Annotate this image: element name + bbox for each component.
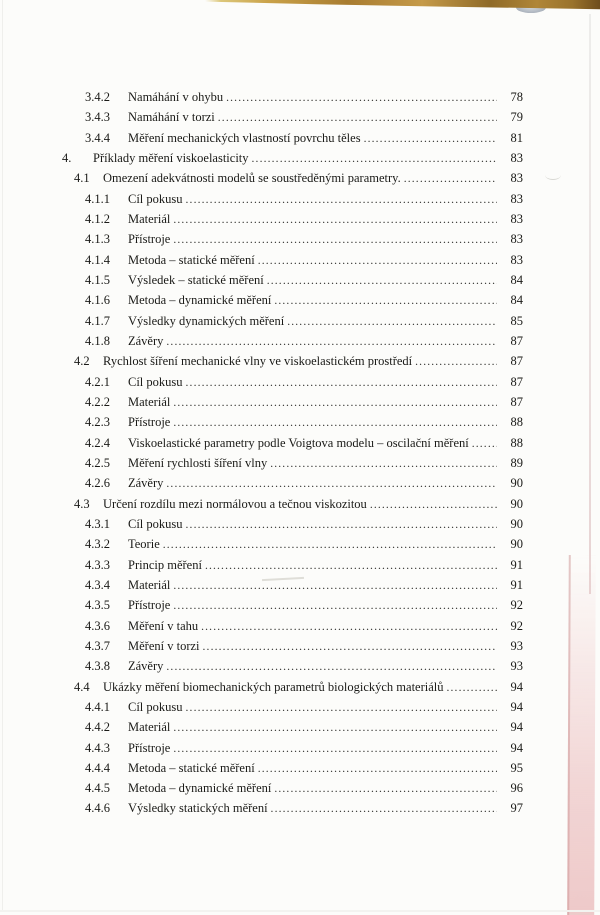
scan-artifact-arc <box>545 170 561 180</box>
toc-entry <box>60 697 523 717</box>
toc-entry-page: 94 <box>510 679 523 694</box>
toc-entry-number: 4.3.6 <box>85 618 110 633</box>
toc-entry-title: Cíl pokusu <box>128 516 183 531</box>
toc-entry-page: 96 <box>510 781 523 796</box>
toc-entry-title: Materiál <box>128 211 171 226</box>
toc-entry-page: 83 <box>510 171 523 186</box>
toc-entry-title: Ukázky měření biomechanických parametrů biologických materiálů <box>103 679 444 694</box>
toc-entry-title: Materiál <box>128 394 171 409</box>
toc-entry <box>60 270 523 290</box>
toc-entry-number: 4.1.6 <box>85 293 110 308</box>
toc-entry-title: Výsledky dynamických měření <box>128 313 285 328</box>
toc-entry-page: 90 <box>510 496 523 511</box>
toc-entry-number: 4.4.4 <box>85 760 110 775</box>
toc-entry <box>60 148 523 168</box>
dot-leader <box>173 576 497 596</box>
toc-entry-title: Cíl pokusu <box>128 374 183 389</box>
toc-entry-number: 4.1.1 <box>85 191 110 206</box>
toc-entry-title: Měření v tahu <box>128 618 199 633</box>
toc-entry-number: 4.1.4 <box>85 252 110 267</box>
toc-entry-title: Přístroje <box>128 598 171 613</box>
toc-entry-title: Závěry <box>128 333 164 348</box>
toc-entry-number: 3.4.3 <box>85 110 110 125</box>
toc-entry <box>60 392 523 412</box>
toc-entry-page: 91 <box>510 577 523 592</box>
toc-entry-title: Namáhání v torzi <box>128 110 215 125</box>
toc-entry <box>60 738 523 758</box>
toc-entry-title: Omezení adekvátnosti modelů se soustředěnými parametry. <box>103 171 401 186</box>
toc-entry-page: 90 <box>510 516 523 531</box>
dot-leader <box>252 149 497 169</box>
dot-leader <box>270 454 497 474</box>
toc-entry-number: 4.2.5 <box>85 455 110 470</box>
dot-leader <box>173 739 497 759</box>
dot-leader <box>472 434 497 454</box>
toc-entry-page: 88 <box>510 415 523 430</box>
toc-entry <box>60 209 523 229</box>
toc-entry-page: 79 <box>510 110 523 125</box>
toc-entry-number: 4.1.5 <box>85 272 110 287</box>
toc-entry <box>60 290 523 310</box>
toc-entry-page: 83 <box>510 191 523 206</box>
toc-entry <box>60 636 523 656</box>
toc-entry-title: Metoda – dynamické měření <box>128 293 272 308</box>
toc-entry-page: 93 <box>510 638 523 653</box>
dot-leader <box>267 271 497 291</box>
dot-leader <box>415 352 497 372</box>
dot-leader <box>163 535 497 555</box>
next-page-edge <box>567 555 596 915</box>
toc-entry-page: 94 <box>510 720 523 735</box>
toc-entry-number: 4.1 <box>74 171 90 186</box>
toc-entry-page: 87 <box>510 333 523 348</box>
dot-leader <box>166 332 497 352</box>
toc-entry-title: Závěry <box>128 659 164 674</box>
toc-entry <box>60 494 523 514</box>
toc-entry-title: Viskoelastické parametry podle Voigtova modelu – oscilační měření <box>128 435 469 450</box>
toc-entry-title: Metoda – statické měření <box>128 252 255 267</box>
dot-leader <box>287 312 497 332</box>
dot-leader <box>218 108 497 128</box>
toc-entry-page: 94 <box>510 699 523 714</box>
toc-entry-title: Teorie <box>128 537 160 552</box>
toc-entry-page: 81 <box>510 130 523 145</box>
toc-entry <box>60 555 523 575</box>
dot-leader <box>173 596 497 616</box>
toc-entry <box>60 229 523 249</box>
toc-entry <box>60 412 523 432</box>
toc-entry <box>60 798 523 818</box>
toc-entry-page: 87 <box>510 394 523 409</box>
toc-entry-number: 4.1.2 <box>85 211 110 226</box>
toc-entry <box>60 778 523 798</box>
toc-list <box>60 87 523 819</box>
toc-entry-page: 92 <box>510 598 523 613</box>
dot-leader <box>447 678 498 698</box>
toc-entry-title: Závěry <box>128 476 164 491</box>
toc-entry-number: 4.3.1 <box>85 516 110 531</box>
toc-entry-number: 4.4.5 <box>85 781 110 796</box>
toc-entry-number: 4.4.3 <box>85 740 110 755</box>
toc-entry-page: 97 <box>510 801 523 816</box>
toc-entry-page: 83 <box>510 150 523 165</box>
toc-entry-title: Příklady měření viskoelasticity <box>93 150 249 165</box>
dot-leader <box>201 617 497 637</box>
toc-entry-title: Cíl pokusu <box>128 191 183 206</box>
toc-entry <box>60 128 523 148</box>
toc-entry-page: 87 <box>510 354 523 369</box>
toc-entry-title: Výsledek – statické měření <box>128 272 264 287</box>
toc-entry-page: 83 <box>510 211 523 226</box>
dot-leader <box>258 759 497 779</box>
dot-leader <box>205 556 497 576</box>
dot-leader <box>173 210 497 230</box>
toc-entry-number: 4.3.7 <box>85 638 110 653</box>
dot-leader <box>364 129 497 149</box>
toc-entry-page: 92 <box>510 618 523 633</box>
toc-entry-number: 4.1.3 <box>85 232 110 247</box>
toc-entry <box>60 453 523 473</box>
scan-left-edge <box>2 0 3 912</box>
dot-leader <box>186 190 497 210</box>
dot-leader <box>173 413 497 433</box>
dot-leader <box>203 637 497 657</box>
toc-entry <box>60 189 523 209</box>
toc-entry <box>60 534 523 554</box>
toc-entry <box>60 250 523 270</box>
toc-entry <box>60 351 523 371</box>
toc-entry <box>60 575 523 595</box>
toc-entry-page: 85 <box>510 313 523 328</box>
toc-entry-page: 87 <box>510 374 523 389</box>
toc-entry <box>60 168 523 188</box>
page-edge-line <box>589 14 591 594</box>
toc-entry-number: 4.4.6 <box>85 801 110 816</box>
dot-leader <box>173 718 497 738</box>
dot-leader <box>186 515 497 535</box>
toc-entry-number: 4.2.3 <box>85 415 110 430</box>
toc-entry-number: 4.3.5 <box>85 598 110 613</box>
toc-entry <box>60 311 523 331</box>
toc-entry-page: 94 <box>510 740 523 755</box>
toc-entry-number: 4. <box>62 150 72 165</box>
toc-entry <box>60 514 523 534</box>
toc-entry-title: Měření mechanických vlastností povrchu těles <box>128 130 361 145</box>
toc-entry <box>60 87 523 107</box>
toc-entry-page: 89 <box>510 455 523 470</box>
dot-leader <box>258 251 497 271</box>
dot-leader <box>186 373 497 393</box>
toc-entry-page: 91 <box>510 557 523 572</box>
dot-leader <box>274 291 497 311</box>
toc-entry-title: Metoda – statické měření <box>128 760 255 775</box>
toc-entry-title: Přístroje <box>128 740 171 755</box>
toc-entry-page: 95 <box>510 760 523 775</box>
toc-entry-number: 4.2.2 <box>85 394 110 409</box>
toc-entry-number: 4.2.6 <box>85 476 110 491</box>
toc-entry-page: 93 <box>510 659 523 674</box>
toc-entry-number: 4.2.1 <box>85 374 110 389</box>
toc-entry-page: 88 <box>510 435 523 450</box>
dot-leader <box>274 779 497 799</box>
toc-entry-title: Cíl pokusu <box>128 699 183 714</box>
toc-entry-number: 3.4.4 <box>85 130 110 145</box>
toc-entry <box>60 656 523 676</box>
toc-entry-title: Přístroje <box>128 232 171 247</box>
toc-entry <box>60 677 523 697</box>
toc-entry-number: 4.2 <box>74 354 90 369</box>
toc-entry-page: 78 <box>510 90 523 104</box>
toc-entry-number: 4.3.4 <box>85 577 110 592</box>
dot-leader <box>166 474 497 494</box>
toc-entry-number: 4.3.8 <box>85 659 110 674</box>
dot-leader <box>186 698 497 718</box>
toc-entry-number: 4.3.3 <box>85 557 110 572</box>
toc-entry-title: Princip měření <box>128 557 202 572</box>
toc-entry-title: Metoda – dynamické měření <box>128 781 272 796</box>
toc-entry <box>60 717 523 737</box>
toc-entry <box>60 758 523 778</box>
toc-entry <box>60 372 523 392</box>
toc-entry <box>60 107 523 127</box>
toc-entry-number: 3.4.2 <box>85 90 110 104</box>
toc-entry-title: Přístroje <box>128 415 171 430</box>
toc-entry <box>60 473 523 493</box>
toc-entry <box>60 433 523 453</box>
toc-entry-number: 4.3 <box>74 496 90 511</box>
toc-entry-page: 84 <box>510 272 523 287</box>
toc-entry <box>60 595 523 615</box>
toc-entry-number: 4.1.7 <box>85 313 110 328</box>
toc-entry-page: 90 <box>510 476 523 491</box>
toc-entry-title: Materiál <box>128 577 171 592</box>
toc-entry-title: Měření v torzi <box>128 638 200 653</box>
dot-leader <box>226 88 497 108</box>
dot-leader <box>271 799 497 819</box>
toc-entry-title: Měření rychlosti šíření vlny <box>128 455 268 470</box>
dot-leader <box>173 230 497 250</box>
dot-leader <box>404 169 497 189</box>
dot-leader <box>173 393 497 413</box>
toc-entry-number: 4.4.1 <box>85 699 110 714</box>
toc-entry <box>60 331 523 351</box>
toc-entry-number: 4.4.2 <box>85 720 110 735</box>
toc-entry <box>60 616 523 636</box>
toc-entry-title: Namáhání v ohybu <box>128 90 224 104</box>
toc-entry-page: 84 <box>510 293 523 308</box>
toc-entry-title: Určení rozdílu mezi normálovou a tečnou viskozitou <box>103 496 367 511</box>
toc-entry-number: 4.3.2 <box>85 537 110 552</box>
toc-entry-number: 4.2.4 <box>85 435 110 450</box>
toc-entry-number: 4.4 <box>74 679 90 694</box>
toc-entry-page: 90 <box>510 537 523 552</box>
toc-entry-page: 83 <box>510 252 523 267</box>
toc-entry-title: Materiál <box>128 720 171 735</box>
toc-entry-title: Rychlost šíření mechanické vlny ve viskoelastickém prostředí <box>103 354 413 369</box>
dot-leader <box>166 657 497 677</box>
toc-entry-page: 83 <box>510 232 523 247</box>
dot-leader <box>370 495 497 515</box>
toc-entry-title: Výsledky statických měření <box>128 801 268 816</box>
toc-entry-number: 4.1.8 <box>85 333 110 348</box>
